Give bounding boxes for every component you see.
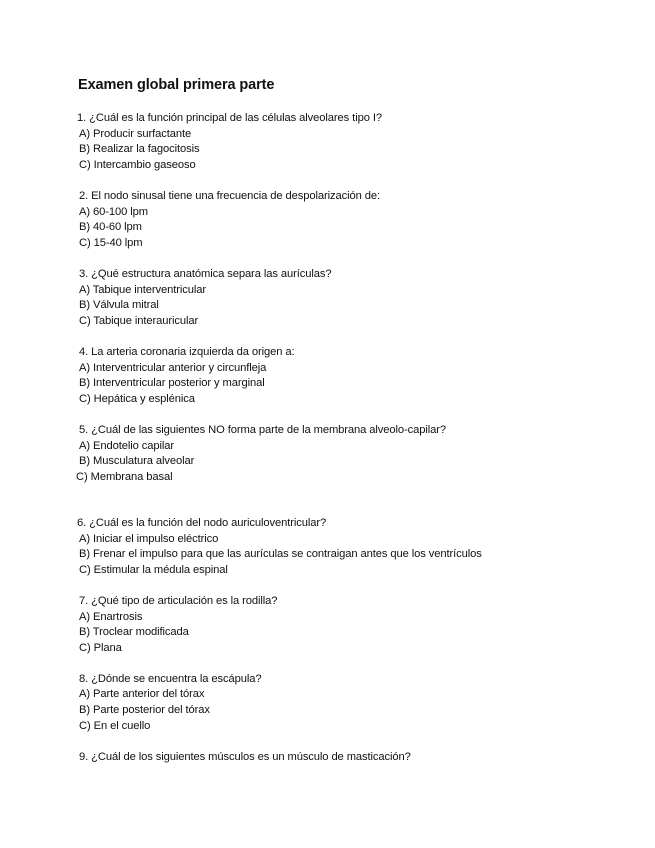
question-4-option-c: C) Hepática y esplénica — [79, 393, 195, 405]
question-2-option-c: C) 15-40 lpm — [79, 237, 143, 249]
question-4-text: 4. La arteria coronaria izquierda da origen a: — [79, 346, 295, 358]
question-5-text: 5. ¿Cuál de las siguientes NO forma parte de la membrana alveolo-capilar? — [79, 424, 447, 436]
question-8-text: 8. ¿Dónde se encuentra la escápula? — [79, 673, 262, 685]
question-1-text: 1. ¿Cuál es la función principal de las células alveolares tipo I? — [77, 112, 382, 124]
question-3-option-c: C) Tabique interauricular — [79, 315, 199, 327]
question-3-text: 3. ¿Qué estructura anatómica separa las aurículas? — [79, 268, 332, 280]
question-6-option-b: B) Frenar el impulso para que las aurículas se contraigan antes que los ventrículos — [79, 548, 482, 560]
question-1-option-b: B) Realizar la fagocitosis — [79, 143, 200, 155]
question-6-text: 6. ¿Cuál es la función del nodo auriculoventricular? — [77, 517, 327, 529]
question-4-option-b: B) Interventricular posterior y marginal — [79, 377, 265, 389]
question-5-option-c: C) Membrana basal — [76, 471, 173, 483]
question-8-option-a: A) Parte anterior del tórax — [79, 688, 205, 700]
question-2-option-a: A) 60-100 lpm — [79, 206, 148, 218]
page-title: Examen global primera parte — [78, 77, 275, 93]
question-7-option-b: B) Troclear modificada — [79, 626, 189, 638]
question-5-option-a: A) Endotelio capilar — [79, 440, 175, 452]
question-5-option-b: B) Musculatura alveolar — [79, 455, 195, 467]
question-6-option-c: C) Estimular la médula espinal — [79, 564, 228, 576]
question-4-option-a: A) Interventricular anterior y circunfleja — [79, 362, 267, 374]
question-1-option-a: A) Producir surfactante — [79, 128, 192, 140]
question-7-text: 7. ¿Qué tipo de articulación es la rodilla? — [79, 595, 278, 607]
question-7-option-c: C) Plana — [79, 642, 122, 654]
question-6-option-a: A) Iniciar el impulso eléctrico — [79, 533, 219, 545]
question-2-option-b: B) 40-60 lpm — [79, 221, 142, 233]
question-8-option-b: B) Parte posterior del tórax — [79, 704, 210, 716]
question-7-option-a: A) Enartrosis — [79, 611, 143, 623]
question-8-option-c: C) En el cuello — [79, 720, 151, 732]
question-2-text: 2. El nodo sinusal tiene una frecuencia de despolarización de: — [79, 190, 381, 202]
question-9-text: 9. ¿Cuál de los siguientes músculos es un músculo de masticación? — [79, 751, 411, 763]
question-3-option-b: B) Válvula mitral — [79, 299, 159, 311]
question-3-option-a: A) Tabique interventricular — [79, 284, 207, 296]
question-1-option-c: C) Intercambio gaseoso — [79, 159, 196, 171]
